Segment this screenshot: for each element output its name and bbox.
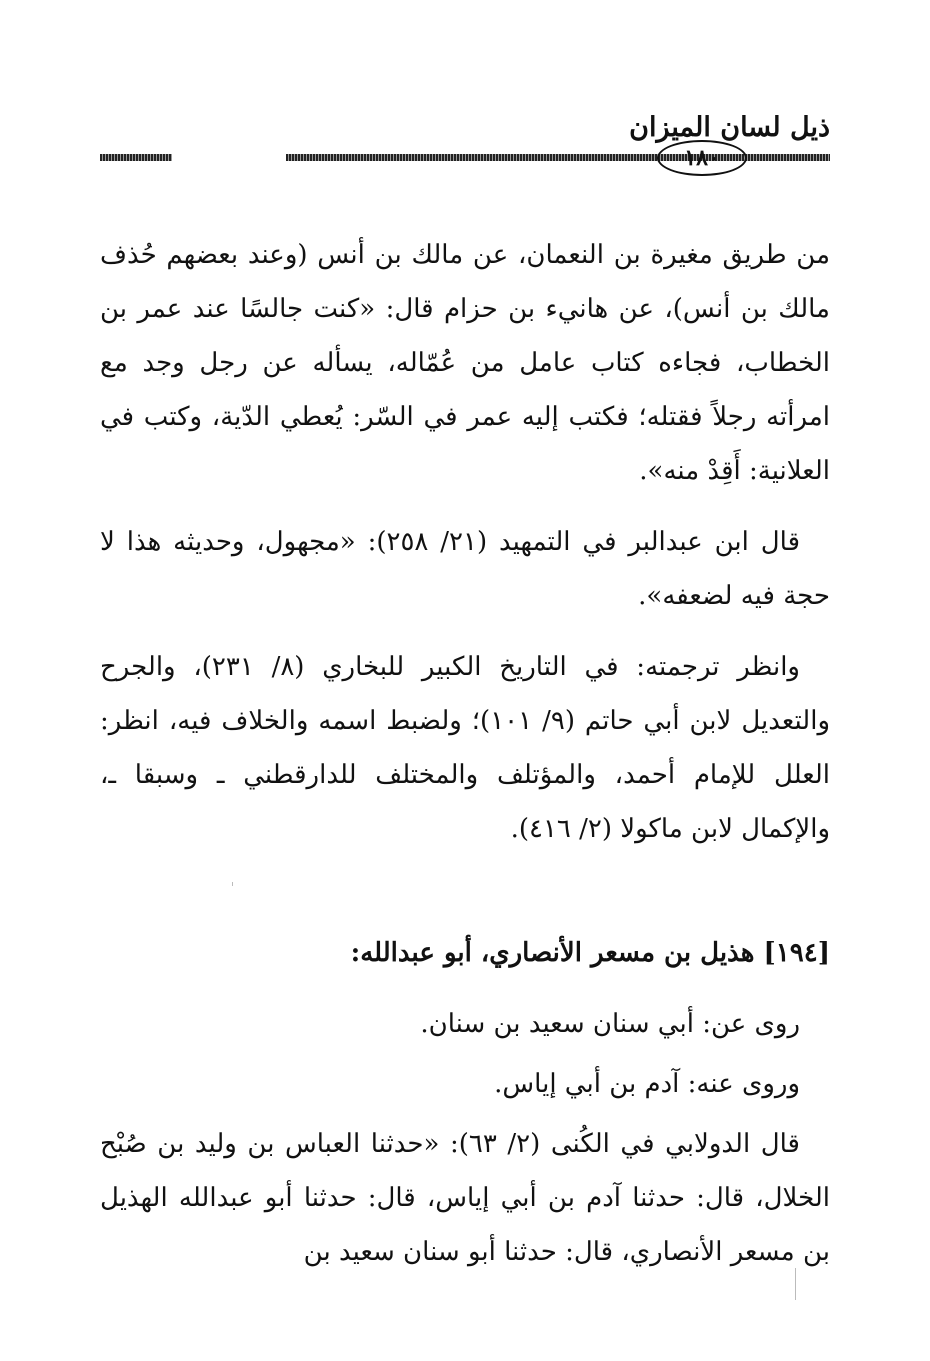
paragraph-references: وانظر ترجمته: في التاريخ الكبير للبخاري (٨/ ٢٣١)، والجرح والتعديل لابن أبي حاتم (٩/ ١٠١)؛ ولضبط اسمه والخلاف فيه، انظر: العلل للإمام أحمد، والمؤتلف والمختلف للدارقطني ـ وسبقا ـ، والإكمال لابن ماكولا (٢/ ٤١٦). (100, 652, 830, 844)
running-title: ذيل لسان الميزان (629, 112, 830, 143)
header-rule-left (100, 154, 172, 161)
header-rule-right (286, 154, 830, 161)
paragraph-ibn-abdulbarr: قال ابن عبدالبر في التمهيد (٢١/ ٢٥٨): «مجهول، وحديثه هذا لا حجة فيه لضعفه». (100, 527, 830, 611)
page-number: ١٨٠ (657, 140, 747, 176)
narrated-from-line: روى عن: أبي سنان سعيد بن سنان. (420, 1009, 800, 1039)
paragraph-dulabi: قال الدولابي في الكُنى (٢/ ٦٣): «حدثنا العباس بن وليد بن صُبْح الخلال، قال: حدثنا آدم بن أبي إياس، قال: حدثنا أبو عبدالله الهذيل بن مسعر الأنصاري، قال: حدثنا أبو سنان سعيد بن (100, 1129, 830, 1267)
scan-mark (232, 882, 233, 886)
page-body (100, 228, 830, 1296)
narrated-by-line: وروى عنه: آدم بن أبي إياس. (494, 1069, 800, 1099)
paragraph-hadith-text: من طريق مغيرة بن النعمان، عن مالك بن أنس (وعند بعضهم حُذف مالك بن أنس)، عن هانيء بن حزام قال: «كنت جالسًا عند عمر بن الخطاب، فجاءه كتاب عامل من عُمّاله، يسأله عن رجل وجد مع امرأته رجلاً فقتله؛ فكتب إليه عمر في السّر: يُعطي الدّية، وكتب في العلانية: أَقِدْ منه». (100, 240, 830, 486)
entry-heading: [١٩٤] هذيل بن مسعر الأنصاري، أبو عبدالله: (350, 938, 830, 968)
scan-mark (795, 1268, 796, 1300)
